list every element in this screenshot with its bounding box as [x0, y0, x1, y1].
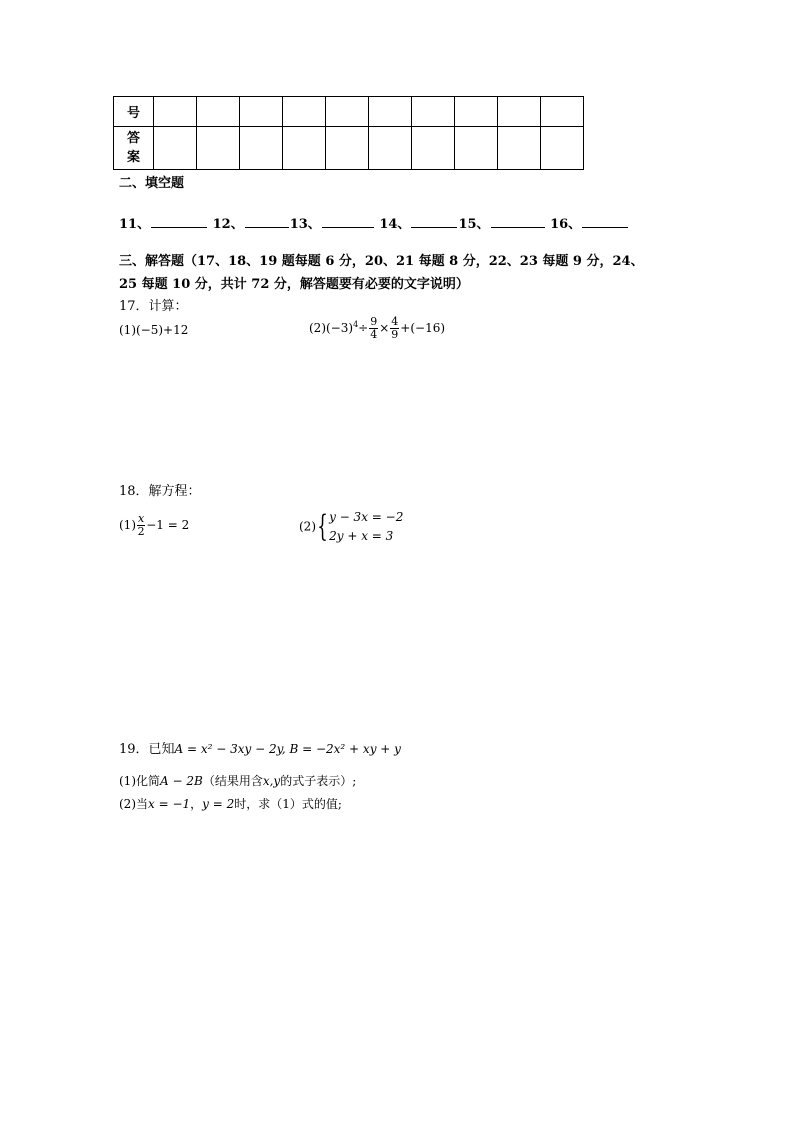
answer-table-row-number [114, 97, 584, 127]
blank-line[interactable] [151, 215, 207, 228]
blank-label: 16、 [550, 217, 582, 232]
blank-line[interactable] [322, 215, 374, 228]
fill-blank-row [119, 213, 629, 232]
q19-part1-prefix: (1)化简 [119, 774, 160, 788]
fraction-numerator: 4 [391, 315, 399, 328]
q17-fraction-2 [390, 316, 399, 341]
section2-heading: 二、填空题 [119, 176, 185, 191]
answer-cell[interactable] [197, 127, 240, 170]
q17-label: 17．计算： [119, 299, 188, 314]
fraction-denominator: 9 [391, 328, 399, 341]
blank-label: 14、 [379, 217, 411, 232]
q19-part2-sep: ， [190, 797, 203, 811]
q19-label: 19．已知 [119, 742, 175, 757]
section3-heading-line1: 三、解答题（17、18、19 题每题 6 分，20、21 每题 8 分，22、23 每题 9 分，24、 [119, 254, 644, 269]
answer-cell[interactable] [326, 127, 369, 170]
equation-2: 2y + x = 3 [329, 529, 394, 543]
blank-line[interactable] [411, 215, 457, 228]
q19-part1-note2: 的式子表示）; [280, 774, 357, 788]
q17-part1-expr: (−5)+12 [136, 323, 189, 337]
fraction-denominator: 4 [370, 328, 378, 341]
q19-part1-expr: A − 2B [160, 774, 203, 788]
answer-cell [455, 97, 498, 127]
q19-part2-y: y = 2 [202, 797, 235, 811]
system-brace-icon: { [317, 509, 328, 544]
q18-part2-prefix: (2) [299, 519, 316, 534]
q17-part2-times: × [379, 321, 390, 335]
equation-system [329, 508, 403, 546]
blank-label: 12、 [212, 217, 244, 232]
q17-part1-prefix: (1) [119, 323, 136, 337]
q17-part1 [119, 323, 188, 337]
q19-given-expr: A = x² − 3xy − 2y, B = −2x² + xy + y [174, 742, 401, 756]
answer-cell [197, 97, 240, 127]
blank-label: 11、 [119, 217, 151, 232]
answer-table-row-answer [114, 127, 584, 170]
q17-part2 [309, 316, 445, 341]
answer-cell[interactable] [541, 127, 584, 170]
q18-part1-tail: −1 = 2 [146, 518, 190, 532]
q18-part2 [299, 508, 403, 546]
blank-line[interactable] [491, 215, 545, 228]
answer-cell[interactable] [283, 127, 326, 170]
answer-table [113, 96, 584, 170]
equation-1: y − 3x = −2 [329, 510, 404, 524]
answer-cell [369, 97, 412, 127]
answer-cell[interactable] [240, 127, 283, 170]
q17-part2-prefix: (2) [309, 321, 326, 335]
q19-part1-note: （结果用含 [202, 774, 263, 788]
q18-label: 18．解方程： [119, 484, 201, 499]
q19-part1 [119, 772, 356, 789]
fraction-numerator: 9 [370, 315, 378, 328]
q19-given [119, 738, 401, 757]
q18-part1-prefix: (1) [119, 518, 136, 532]
q19-part2 [119, 795, 342, 812]
answer-table-number-label: 号 [114, 97, 154, 127]
answer-cell[interactable] [498, 127, 541, 170]
q17-fraction-1 [369, 316, 378, 341]
answer-cell [240, 97, 283, 127]
answer-cell [498, 97, 541, 127]
fraction-numerator: x [138, 512, 145, 525]
q17-part2-tail: +(−16) [400, 321, 446, 335]
q18-fraction [137, 513, 145, 538]
answer-cell [326, 97, 369, 127]
q19-part2-x: x = −1 [148, 797, 191, 811]
answer-cell [154, 97, 197, 127]
q17-part2-base: (−3) [326, 321, 354, 335]
q19-part1-vars: x,y [262, 774, 281, 788]
blank-line[interactable] [245, 215, 289, 228]
blank-line[interactable] [582, 215, 628, 228]
q18-part1 [119, 513, 189, 538]
answer-cell[interactable] [154, 127, 197, 170]
answer-table-answer-label [114, 127, 154, 170]
answer-label-bottom: 案 [126, 150, 140, 165]
answer-cell[interactable] [455, 127, 498, 170]
q19-part2-prefix: (2)当 [119, 797, 148, 811]
q17-part2-div: ÷ [358, 321, 369, 335]
answer-cell [283, 97, 326, 127]
section3-heading-line2: 25 每题 10 分，共计 72 分，解答题要有必要的文字说明） [119, 277, 469, 292]
blank-label: 13、 [289, 217, 321, 232]
answer-cell[interactable] [369, 127, 412, 170]
answer-cell[interactable] [412, 127, 455, 170]
q17-part2-exponent: 4 [353, 320, 359, 329]
answer-label-top: 答 [126, 131, 140, 146]
blank-label: 15、 [458, 217, 490, 232]
fraction-denominator: 2 [137, 525, 145, 538]
answer-cell [541, 97, 584, 127]
answer-cell [412, 97, 455, 127]
q19-part2-tail: 时，求（1）式的值; [234, 797, 342, 811]
